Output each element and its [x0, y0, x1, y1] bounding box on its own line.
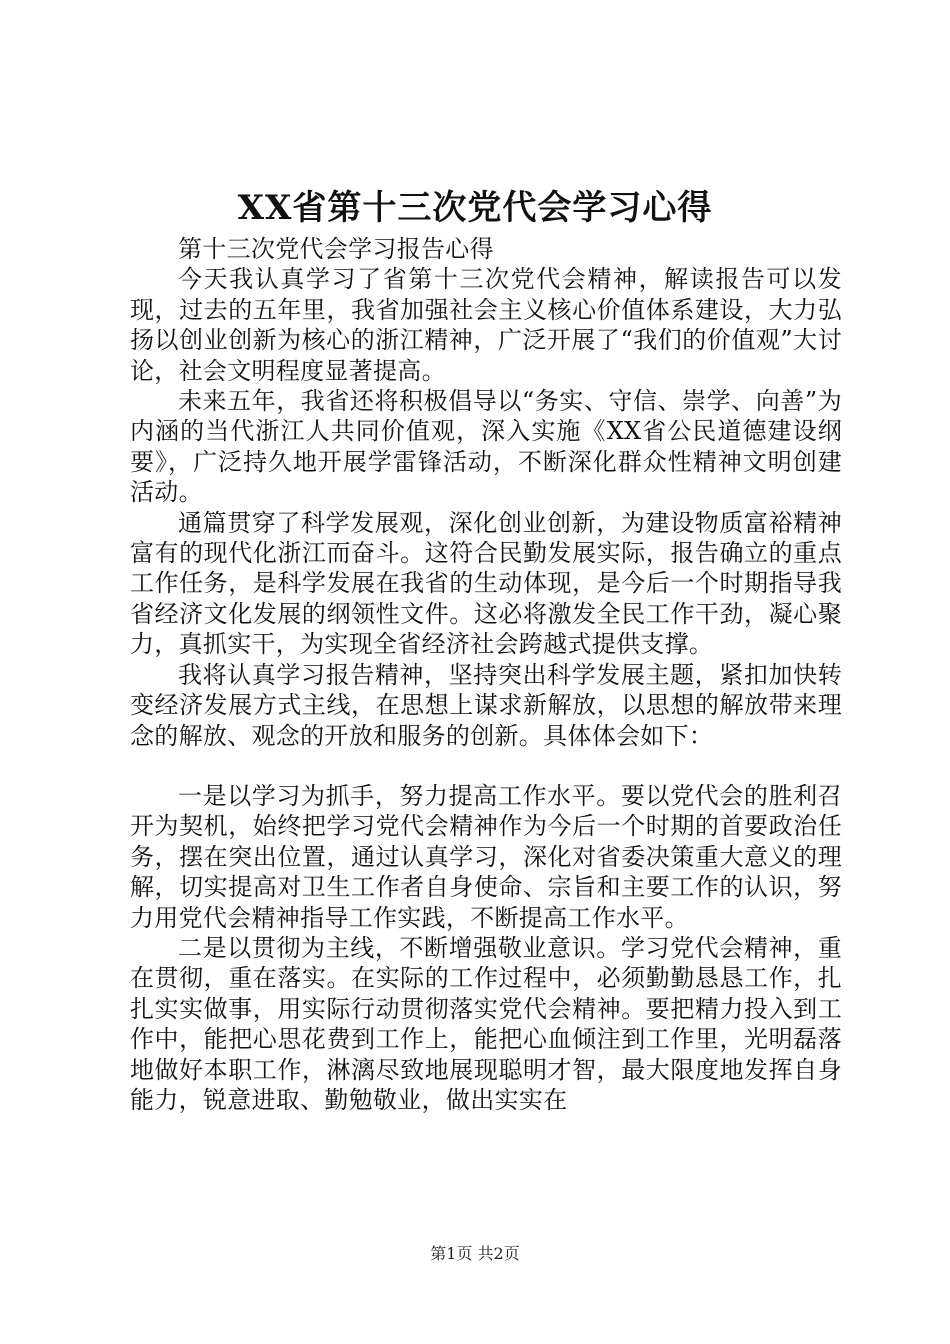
subtitle-paragraph: 第十三次党代会学习报告心得 — [178, 235, 494, 263]
page-number-footer: 第1页 共2页 — [430, 1244, 520, 1263]
document-title: XX省第十三次党代会学习心得 — [237, 188, 713, 228]
body-paragraph: 今天我认真学习了省第十三次党代会精神，解读报告可以发现，过去的五年里，我省加强社会主义核心价值体系建设，大力弘扬以创业创新为核心的浙江精神，广泛开展了“我们的价值观”大讨论，社会文明程度显著提高。 — [130, 265, 842, 385]
document-body — [130, 234, 842, 1115]
body-paragraph: 二是以贯彻为主线，不断增强敬业意识。学习党代会精神，重在贯彻，重在落实。在实际的工作过程中，必须勤勤恳恳工作，扎扎实实做事，用实际行动贯彻落实党代会精神。要把精力投入到工作中，能把心思花费到工作上，能把心血倾注到工作里，光明磊落地做好本职工作，淋漓尽致地展现聪明才智，最大限度地发挥自身能力，锐意进取、勤勉敬业，做出实实在 — [130, 933, 842, 1114]
body-paragraph: 一是以学习为抓手，努力提高工作水平。要以党代会的胜利召开为契机，始终把学习党代会精神作为今后一个时期的首要政治任务，摆在突出位置，通过认真学习，深化对省委决策重大意义的理解，切实提高对卫生工作者自身使命、宗旨和主要工作的认识，努力用党代会精神指导工作实践，不断提高工作水平。 — [130, 781, 842, 932]
body-paragraph: 我将认真学习报告精神，坚持突出科学发展主题，紧扣加快转变经济发展方式主线，在思想上谋求新解放，以思想的解放带来理念的解放、观念的开放和服务的创新。具体体会如下： — [130, 660, 842, 750]
body-paragraph: 未来五年，我省还将积极倡导以“务实、守信、崇学、向善”为内涵的当代浙江人共同价值观，深入实施《XX省公民道德建设纲要》，广泛持久地开展学雷锋活动，不断深化群众性精神文明创建活动。 — [130, 387, 842, 507]
body-paragraph: 通篇贯穿了科学发展观，深化创业创新，为建设物质富裕精神富有的现代化浙江而奋斗。这符合民勤发展实际，报告确立的重点工作任务，是科学发展在我省的生动体现，是今后一个时期指导我省经济文化发展的纲领性文件。这必将激发全民工作干劲，凝心聚力，真抓实干，为实现全省经济社会跨越式提供支撑。 — [130, 508, 842, 659]
